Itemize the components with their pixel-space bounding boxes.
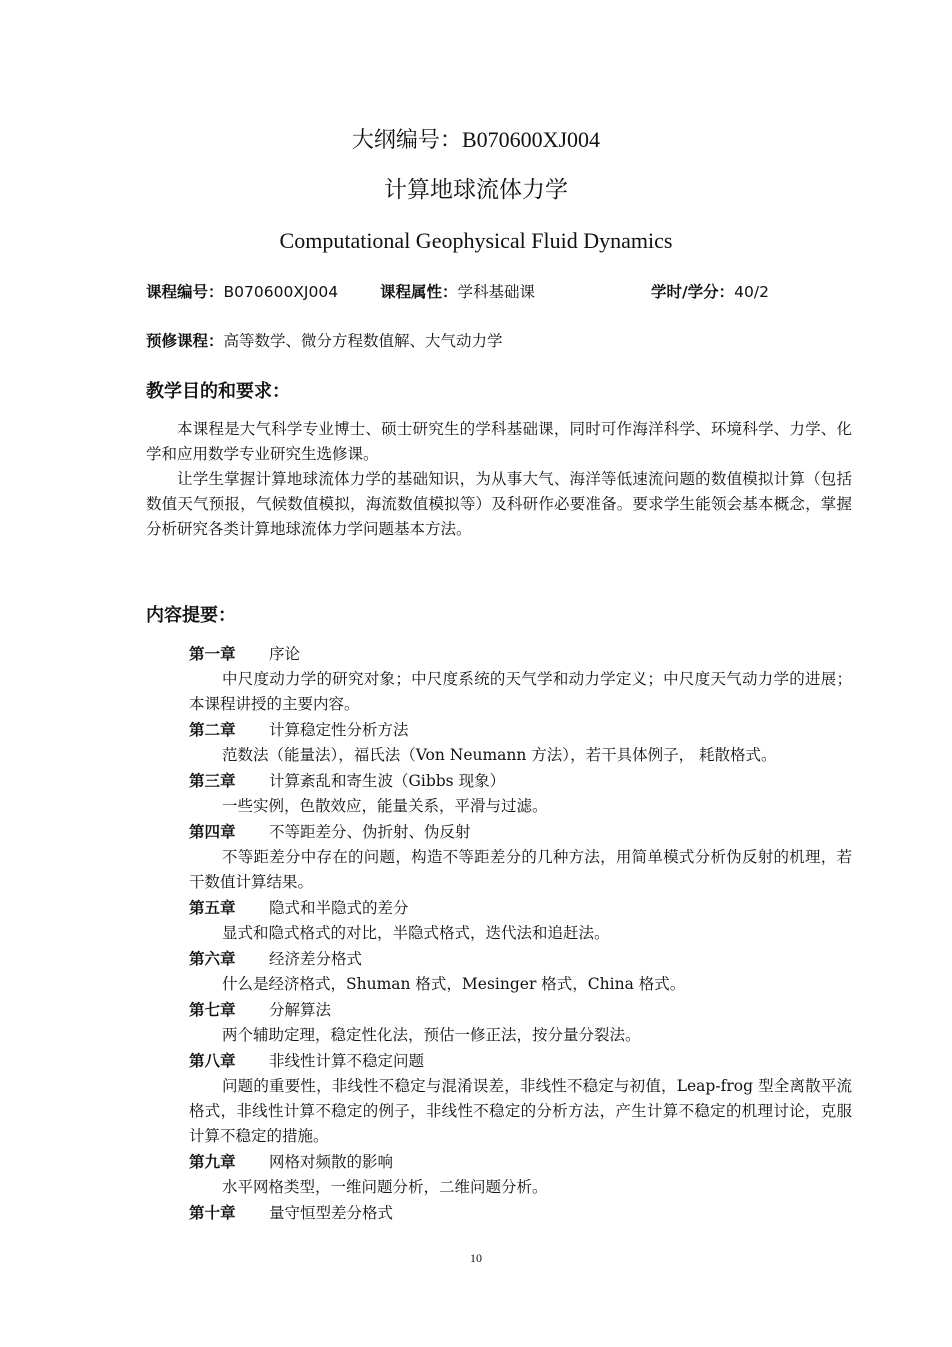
chapter-item xyxy=(189,641,852,717)
chapter-description: 中尺度动力学的研究对象；中尺度系统的天气学和动力学定义；中尺度天气动力学的进展；本课程讲授的主要内容。 xyxy=(189,670,852,713)
chapter-description: 一些实例，色散效应，能量关系，平滑与过滤。 xyxy=(222,797,548,815)
objectives-paragraph: 本课程是大气科学专业博士、硕士研究生的学科基础课，同时可作海洋科学、环境科学、力学、化学和应用数学专业研究生选修课。 xyxy=(146,420,852,463)
chapter-title: 隐式和半隐式的差分 xyxy=(269,899,409,917)
chapter-list xyxy=(189,641,852,1226)
chapter-title: 经济差分格式 xyxy=(269,950,363,968)
chapter-number: 第一章 xyxy=(189,644,236,663)
chapter-title: 序论 xyxy=(269,645,301,663)
chapter-number: 第九章 xyxy=(189,1152,236,1171)
chapter-number: 第八章 xyxy=(189,1051,236,1070)
chapter-title: 计算稳定性分析方法 xyxy=(269,721,409,739)
chapter-number: 第十章 xyxy=(189,1203,236,1222)
course-type-label: 课程属性： xyxy=(380,283,458,301)
chapter-number: 第三章 xyxy=(189,771,236,790)
chapter-title: 不等距差分、伪折射、伪反射 xyxy=(269,823,471,841)
chapter-item xyxy=(189,819,852,895)
chapter-item xyxy=(189,946,852,997)
course-hours-label: 学时/学分： xyxy=(651,283,735,301)
chapter-number: 第五章 xyxy=(189,898,236,917)
chapter-description: 两个辅助定理，稳定性化法，预估一修正法，按分量分裂法。 xyxy=(222,1026,641,1044)
chapter-title: 分解算法 xyxy=(269,1001,332,1019)
chapter-item xyxy=(189,717,852,768)
course-hours xyxy=(651,280,769,304)
chapter-item xyxy=(189,1200,852,1226)
chapter-number: 第七章 xyxy=(189,1000,236,1019)
chapter-title: 量守恒型差分格式 xyxy=(269,1204,394,1222)
course-type-value: 学科基础课 xyxy=(457,283,536,301)
course-meta-row xyxy=(146,280,846,304)
chapter-description: 范数法（能量法），福氏法（Von Neumann 方法），若干具体例子， 耗散格式。 xyxy=(222,746,777,764)
chapter-item xyxy=(189,997,852,1048)
chapter-description: 水平网格类型，一维问题分析，二维问题分析。 xyxy=(222,1178,548,1196)
objectives-body xyxy=(146,417,852,542)
chapter-item xyxy=(189,895,852,946)
chapter-title: 计算紊乱和寄生波（Gibbs 现象） xyxy=(269,772,506,790)
page-number: 10 xyxy=(470,1251,482,1265)
objectives-paragraph: 让学生掌握计算地球流体力学的基础知识，为从事大气、海洋等低速流问题的数值模拟计算（包括数值天气预报，气候数值模拟，海流数值模拟等）及科研作必要准备。要求学生能领会基本概念，掌握分析研究各类计算地球流体力学问题基本方法。 xyxy=(146,470,852,538)
chapter-description: 显式和隐式格式的对比，半隐式格式，迭代法和追赶法。 xyxy=(222,924,610,942)
course-hours-value: 40/2 xyxy=(734,283,769,301)
prerequisite-courses xyxy=(146,329,503,353)
prereq-label: 预修课程： xyxy=(146,332,224,350)
prereq-value: 高等数学、微分方程数值解、大气动力学 xyxy=(223,332,503,350)
chapter-item xyxy=(189,768,852,819)
course-code-label: 课程编号： xyxy=(146,283,224,301)
chapter-number: 第二章 xyxy=(189,720,236,739)
course-title-en: Computational Geophysical Fluid Dynamics xyxy=(279,228,673,253)
chapter-item xyxy=(189,1149,852,1200)
course-code xyxy=(146,280,338,304)
course-type xyxy=(380,280,535,304)
outline-number-value: B070600XJ004 xyxy=(461,127,601,152)
contents-heading: 内容提要： xyxy=(146,605,236,626)
chapter-description: 什么是经济格式，Shuman 格式，Mesinger 格式，China 格式。 xyxy=(222,975,686,993)
outline-number-title xyxy=(0,122,952,159)
chapter-description: 问题的重要性，非线性不稳定与混淆误差，非线性不稳定与初值，Leap-frog 型全离散平流格式，非线性计算不稳定的例子，非线性不稳定的分析方法，产生计算不稳定的机理讨论，克服计算不稳定的措施。 xyxy=(189,1077,852,1145)
course-code-value: B070600XJ004 xyxy=(223,283,339,301)
objectives-heading: 教学目的和要求： xyxy=(146,381,290,402)
chapter-number: 第四章 xyxy=(189,822,236,841)
chapter-number: 第六章 xyxy=(189,949,236,968)
outline-number-label: 大纲编号： xyxy=(351,128,462,153)
chapter-title: 网格对频散的影响 xyxy=(269,1153,394,1171)
chapter-title: 非线性计算不稳定问题 xyxy=(269,1052,425,1070)
chapter-description: 不等距差分中存在的问题，构造不等距差分的几种方法，用简单模式分析伪反射的机理，若干数值计算结果。 xyxy=(189,848,852,891)
chapter-item xyxy=(189,1048,852,1149)
course-title-cn: 计算地球流体力学 xyxy=(384,177,568,203)
